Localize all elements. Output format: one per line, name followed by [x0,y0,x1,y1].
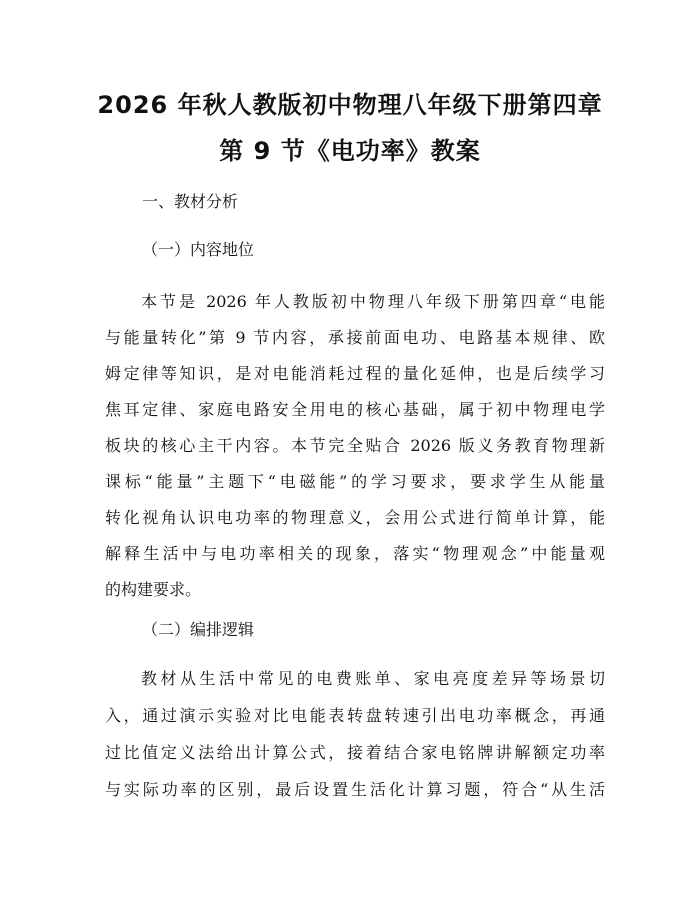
paragraph-line: 转化视角认识电功率的物理意义，会用公式进行简单计算，能 [105,508,605,527]
paragraph-line: 与实际功率的区别，最后设置生活化计算习题，符合“从生活 [105,780,605,799]
document-title-line-1: 2026 年秋人教版初中物理八年级下册第四章 [97,91,603,119]
paragraph-line: 课标“能量”主题下“电磁能”的学习要求，要求学生从能量 [105,472,605,491]
paragraph-line: 姆定律等知识，是对电能消耗过程的量化延伸，也是后续学习 [105,364,605,383]
subsection-heading-arrangement-logic: （二）编排逻辑 [142,620,255,639]
paragraph-line: 入，通过演示实验对比电能表转盘转速引出电功率概念，再通 [105,706,605,725]
paragraph-line: 本节是 2026 年人教版初中物理八年级下册第四章“电能 [141,292,605,311]
document-title-line-2: 第 9 节《电功率》教案 [219,137,481,165]
paragraph-line: 与能量转化”第 9 节内容，承接前面电功、电路基本规律、欧 [105,328,605,347]
paragraph-line: 教材从生活中常见的电费账单、家电亮度差异等场景切 [141,669,605,688]
paragraph-line: 解释生活中与电功率相关的现象，落实“物理观念”中能量观 [105,544,605,563]
section-heading-textbook-analysis: 一、教材分析 [142,192,239,211]
subsection-heading-content-position: （一）内容地位 [142,240,255,259]
paragraph-line: 的构建要求。 [105,580,202,599]
paragraph-line: 焦耳定律、家庭电路安全用电的核心基础，属于初中物理电学 [105,400,605,419]
paragraph-line: 板块的核心主干内容。本节完全贴合 2026 版义务教育物理新 [105,436,605,455]
paragraph-line: 过比值定义法给出计算公式，接着结合家电铭牌讲解额定功率 [105,743,605,762]
